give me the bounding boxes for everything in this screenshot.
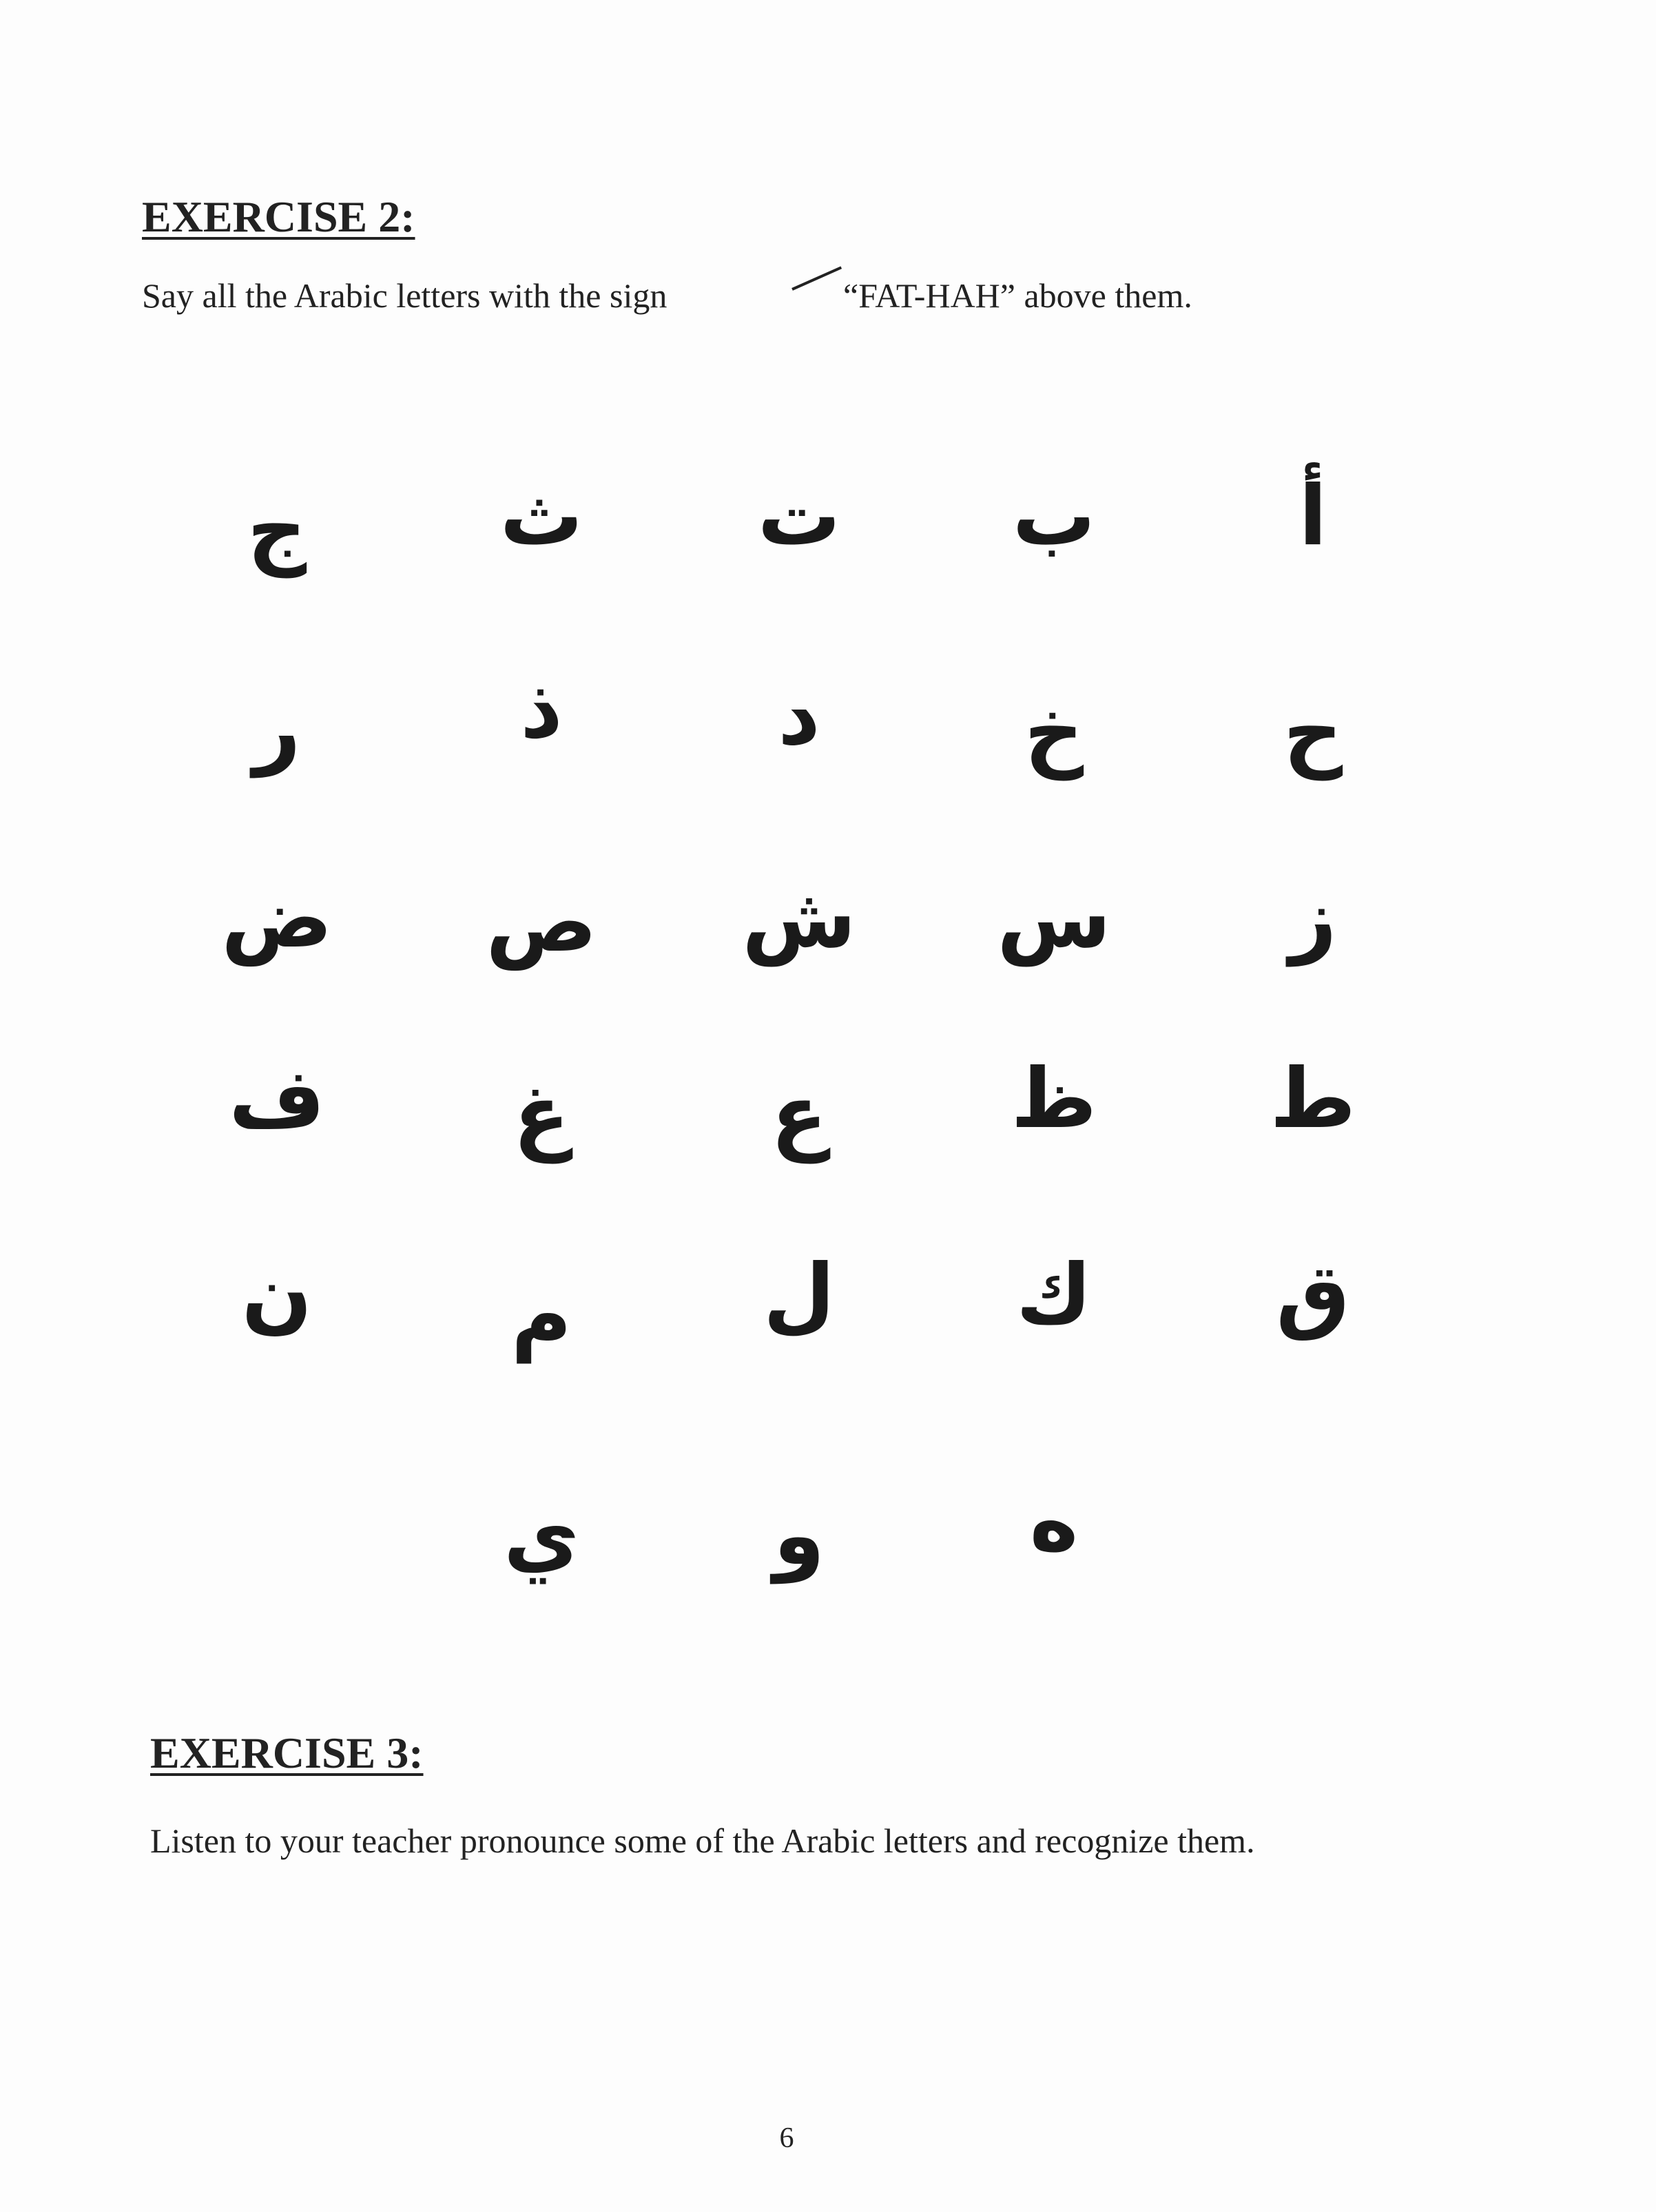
arabic-letter: ف — [229, 1051, 325, 1147]
arabic-letter: ط — [1270, 1051, 1356, 1147]
arabic-letter: ظ — [1011, 1051, 1097, 1147]
exercise-2-heading: EXERCISE 2: — [142, 192, 415, 241]
arabic-letter: ز — [1289, 871, 1337, 967]
fathah-sign-icon — [791, 266, 842, 290]
arabic-letter: د — [778, 668, 820, 764]
arabic-letter: ر — [253, 682, 301, 778]
arabic-letter: ص — [486, 875, 597, 971]
arabic-letter: ض — [221, 871, 333, 967]
arabic-letter: ي — [504, 1488, 579, 1584]
arabic-letter: ت — [757, 468, 841, 564]
exercise-3-instruction: Listen to your teacher pronounce some of the Arabic letters and recognize them. — [150, 1821, 1255, 1860]
arabic-letter: ث — [499, 468, 583, 564]
arabic-letter: ب — [1012, 468, 1096, 564]
arabic-letter: خ — [1024, 685, 1084, 781]
arabic-letter: غ — [513, 1068, 570, 1164]
arabic-letter: م — [511, 1268, 572, 1363]
arabic-letter: و — [773, 1488, 825, 1584]
arabic-letter: ع — [771, 1068, 827, 1164]
arabic-letter: ق — [1276, 1247, 1350, 1343]
arabic-letter: ل — [763, 1247, 836, 1343]
arabic-letter: ذ — [520, 661, 563, 757]
arabic-letter: ه — [1029, 1474, 1079, 1570]
exercise-2-instruction-start: Say all the Arabic letters with the sign — [142, 276, 667, 315]
arabic-letter: ن — [241, 1247, 313, 1343]
arabic-letter: أ — [1298, 468, 1327, 564]
arabic-letter: ح — [1283, 685, 1343, 781]
arabic-letter: ج — [247, 482, 307, 578]
exercise-2-instruction-end: “FAT-HAH” above them. — [843, 276, 1192, 315]
arabic-letter: ش — [742, 871, 856, 967]
exercise-3-heading: EXERCISE 3: — [150, 1728, 424, 1777]
arabic-letter: ك — [1016, 1247, 1092, 1343]
arabic-letter: س — [997, 871, 1111, 967]
page-number: 6 — [779, 2122, 794, 2154]
